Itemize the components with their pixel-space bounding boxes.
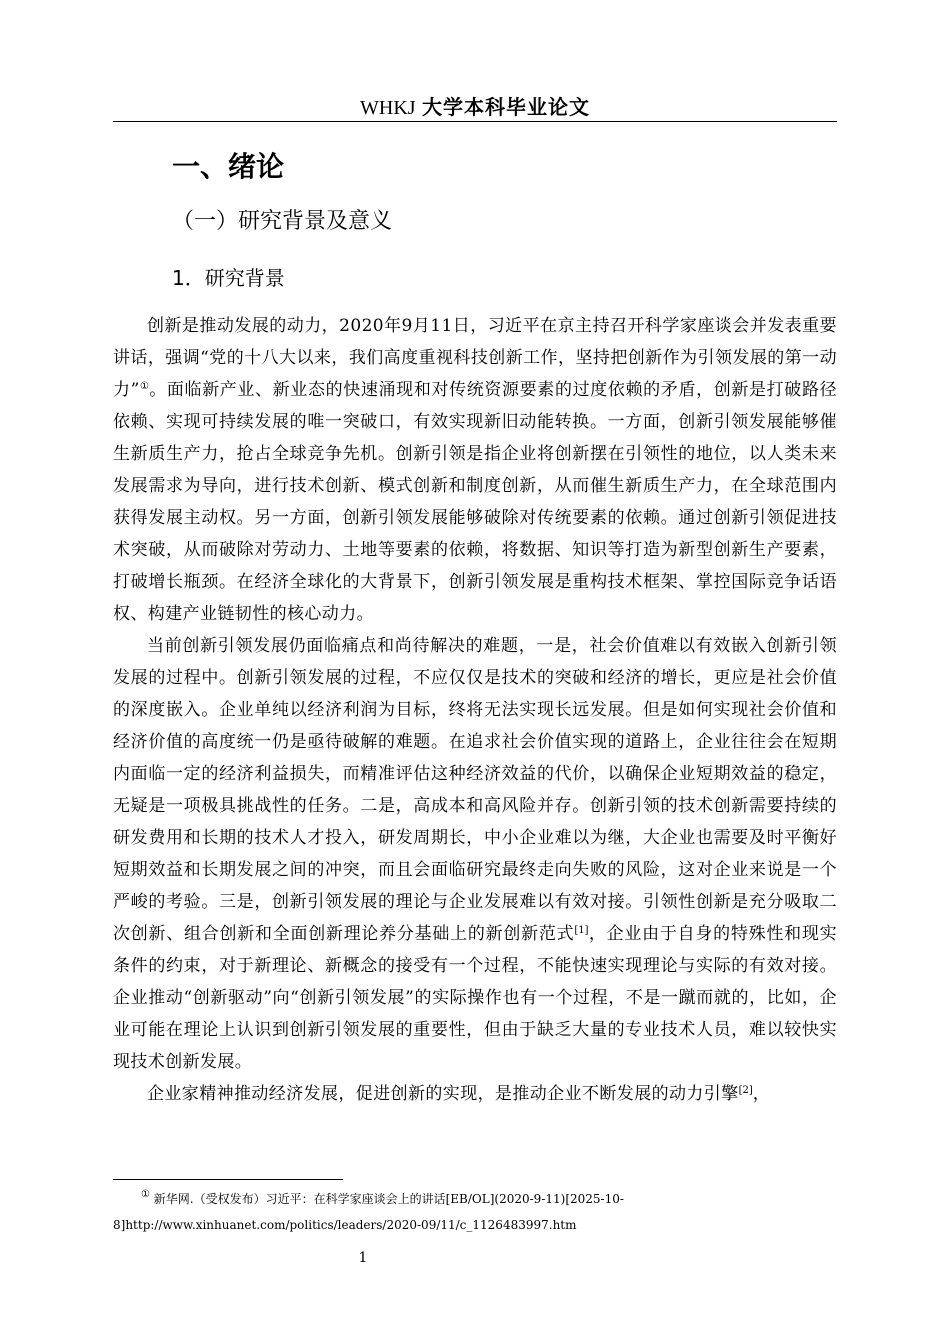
- paragraph-text: 企业家精神推动经济发展，促进创新的实现，是推动企业不断发展的动力引擎: [147, 1084, 739, 1104]
- footnote: [113, 1186, 837, 1238]
- footnote-reference[interactable]: ①: [139, 381, 150, 392]
- footnote-text: 新华网.（受权发布）习近平：在科学家座谈会上的讲话[EB/OL](2020-9-11)[2025-10-: [153, 1192, 624, 1206]
- subsection-title: 1．研究背景: [172, 266, 285, 290]
- chapter-title: 一、绪论: [172, 150, 285, 183]
- paragraph-text: 当前创新引领发展仍面临痛点和尚待解决的难题，一是，社会价值难以有效嵌入创新引领发展的过程中。创新引领发展的过程，不应仅仅是技术的突破和经济的增长，更应是社会价值的深度嵌入。企业单纯以经济利润为目标，终将无法实现长远发展。但是如何实现社会价值和经济价值的高度统一仍是亟待破解的难题。在追求社会价值实现的道路上，企业往往会在短期内面临一定的经济利益损失，而精准评估这种经济效益的代价，以确保企业短期效益的稳定，无疑是一项极具挑战性的任务。二是，高成本和高风险并存。创新引领的技术创新需要持续的研发费用和长期的技术人才投入，研发周期长，中小企业难以为继，大企业也需要及时平衡好短期效益和长期发展之间的冲突，而且会面临研究最终走向失败的风险，这对企业来说是一个严峻的考验。三是，创新引领发展的理论与企业发展难以有效对接。引领性创新是充分吸取二次创新、组合创新和全面创新理论养分基础上的新创新范式: [113, 636, 837, 944]
- page-number: 1: [358, 1250, 368, 1266]
- paragraph: [113, 310, 837, 630]
- section-title: （一）研究背景及意义: [172, 209, 393, 234]
- citation-reference[interactable]: [2]: [738, 1085, 753, 1096]
- paragraph-text: ，: [752, 1084, 771, 1104]
- footnote-line: [113, 1186, 837, 1212]
- footnote-url[interactable]: 8]http://www.xinhuanet.com/politics/leaders/2020-09/11/c_1126483997.htm: [113, 1218, 577, 1232]
- header-title: 大学本科毕业论文: [421, 95, 590, 119]
- paragraph-text: ，企业由于自身的特殊性和现实条件的约束，对于新理论、新概念的接受有一个过程，不能快速实现理论与实际的有效对接。企业推动“创新驱动”向“创新引领发展”的实际操作也有一个过程，不是一蹴而就的，比如，企业可能在理论上认识到创新引领发展的重要性，但由于缺乏大量的专业技术人员，难以较快实现技术创新发展。: [113, 924, 837, 1072]
- paragraph: [113, 630, 837, 1078]
- citation-reference[interactable]: [1]: [574, 925, 589, 936]
- header-latin-code: WHKJ: [360, 97, 416, 119]
- footnote-mark: ①: [141, 1189, 150, 1200]
- body-text: [113, 310, 837, 1110]
- footnote-divider: [113, 1179, 343, 1180]
- page-header: [113, 94, 837, 122]
- paragraph-text: 创新是推动发展的动力，2020年9月11日，习近平在京主持召开科学家座谈会并发表重要讲话，强调“党的十八大以来，我们高度重视科技创新工作，坚持把创新作为引领发展的第一动力”: [113, 316, 837, 400]
- paragraph: [113, 1078, 837, 1110]
- paragraph-text: 。面临新产业、新业态的快速涌现和对传统资源要素的过度依赖的矛盾，创新是打破路径依赖、实现可持续发展的唯一突破口，有效实现新旧动能转换。一方面，创新引领发展能够催生新质生产力，抢占全球竞争先机。创新引领是指企业将创新摆在引领性的地位，以人类未来发展需求为导向，进行技术创新、模式创新和制度创新，从而催生新质生产力，在全球范围内获得发展主动权。另一方面，创新引领发展能够破除对传统要素的依赖。通过创新引领促进技术突破，从而破除对劳动力、土地等要素的依赖，将数据、知识等打造为新型创新生产要素，打破增长瓶颈。在经济全球化的大背景下，创新引领发展是重构技术框架、掌控国际竞争话语权、构建产业链韧性的核心动力。: [113, 380, 837, 624]
